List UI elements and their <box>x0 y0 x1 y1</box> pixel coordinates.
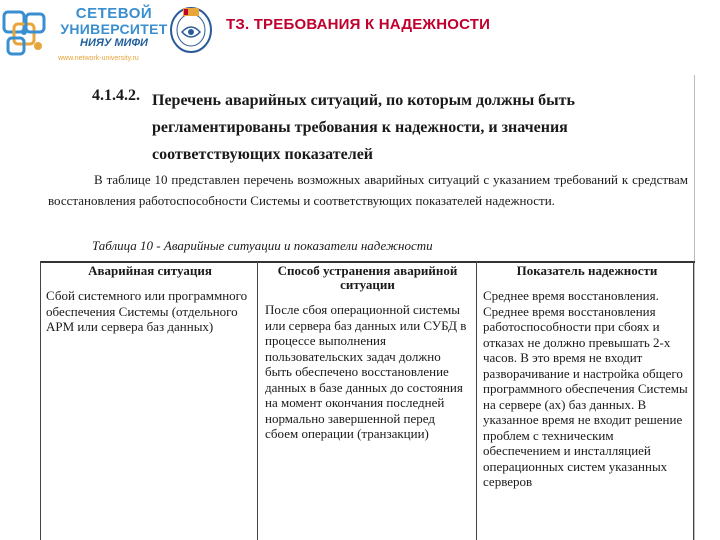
brand-line-2: УНИВЕРСИТЕТ <box>60 21 168 37</box>
table-cell-method: После сбоя операционной системы или сервера баз данных или СУБД в процессе выполнения пользовательских задач должно быть обеспечено восстановление данных в базе данных до состояния на момент окончания последней нормально завершенной перед сбоем операции (транзакции) <box>265 302 467 441</box>
network-university-logo-icon <box>2 8 52 58</box>
table-cell-situation: Сбой системного или программного обеспечения Системы (отдельного АРМ или сервера баз данных) <box>46 288 248 334</box>
table-column-situation <box>46 261 254 335</box>
table-column-divider <box>257 261 258 540</box>
university-emblem-icon <box>168 2 214 54</box>
table-caption: Таблица 10 - Аварийные ситуации и показатели надежности <box>92 238 433 253</box>
slide-title: ТЗ. ТРЕБОВАНИЯ К НАДЕЖНОСТИ <box>226 16 491 33</box>
brand-block <box>58 6 170 63</box>
document-scan <box>40 75 695 540</box>
table-border-right <box>693 261 694 540</box>
page-edge-line <box>694 75 695 540</box>
intro-paragraph: В таблице 10 представлен перечень возможных аварийных ситуаций с указанием требований к средствам восстановления работоспособности Системы и соответствующих показателей надежности. <box>48 172 688 208</box>
table-header-method: Способ устранения аварийной ситуации <box>277 263 458 292</box>
table-border-left <box>40 261 41 540</box>
table-cell-indicator: Среднее время восстановления. Среднее время восстановления работоспособности при сбоях и отказах не должно превышать 2-х часов. В это время не входит разворачивание и настройка общего программного обеспечения Системы на сервере (ах) баз данных. В указанное время не входит решение проблем с техническим обеспечением и инсталляцией операционных систем указанных серверов <box>483 288 688 489</box>
table-header-indicator: Показатель надежности <box>516 263 658 278</box>
table-header-situation: Аварийная ситуация <box>88 263 212 278</box>
section-number: 4.1.4.2. <box>92 87 140 104</box>
brand-line-1: СЕТЕВОЙ <box>75 5 153 22</box>
slide-header <box>0 0 720 64</box>
table-column-indicator <box>483 261 691 490</box>
table-column-divider <box>476 261 477 540</box>
table-column-method <box>265 261 470 442</box>
brand-line-3: НИЯУ МИФИ <box>80 37 148 49</box>
brand-url: www.network-university.ru <box>58 55 139 62</box>
section-title: Перечень аварийных ситуаций, по которым должны быть регламентированы требования к надежности, и значения соответствующих показателей <box>152 92 575 163</box>
